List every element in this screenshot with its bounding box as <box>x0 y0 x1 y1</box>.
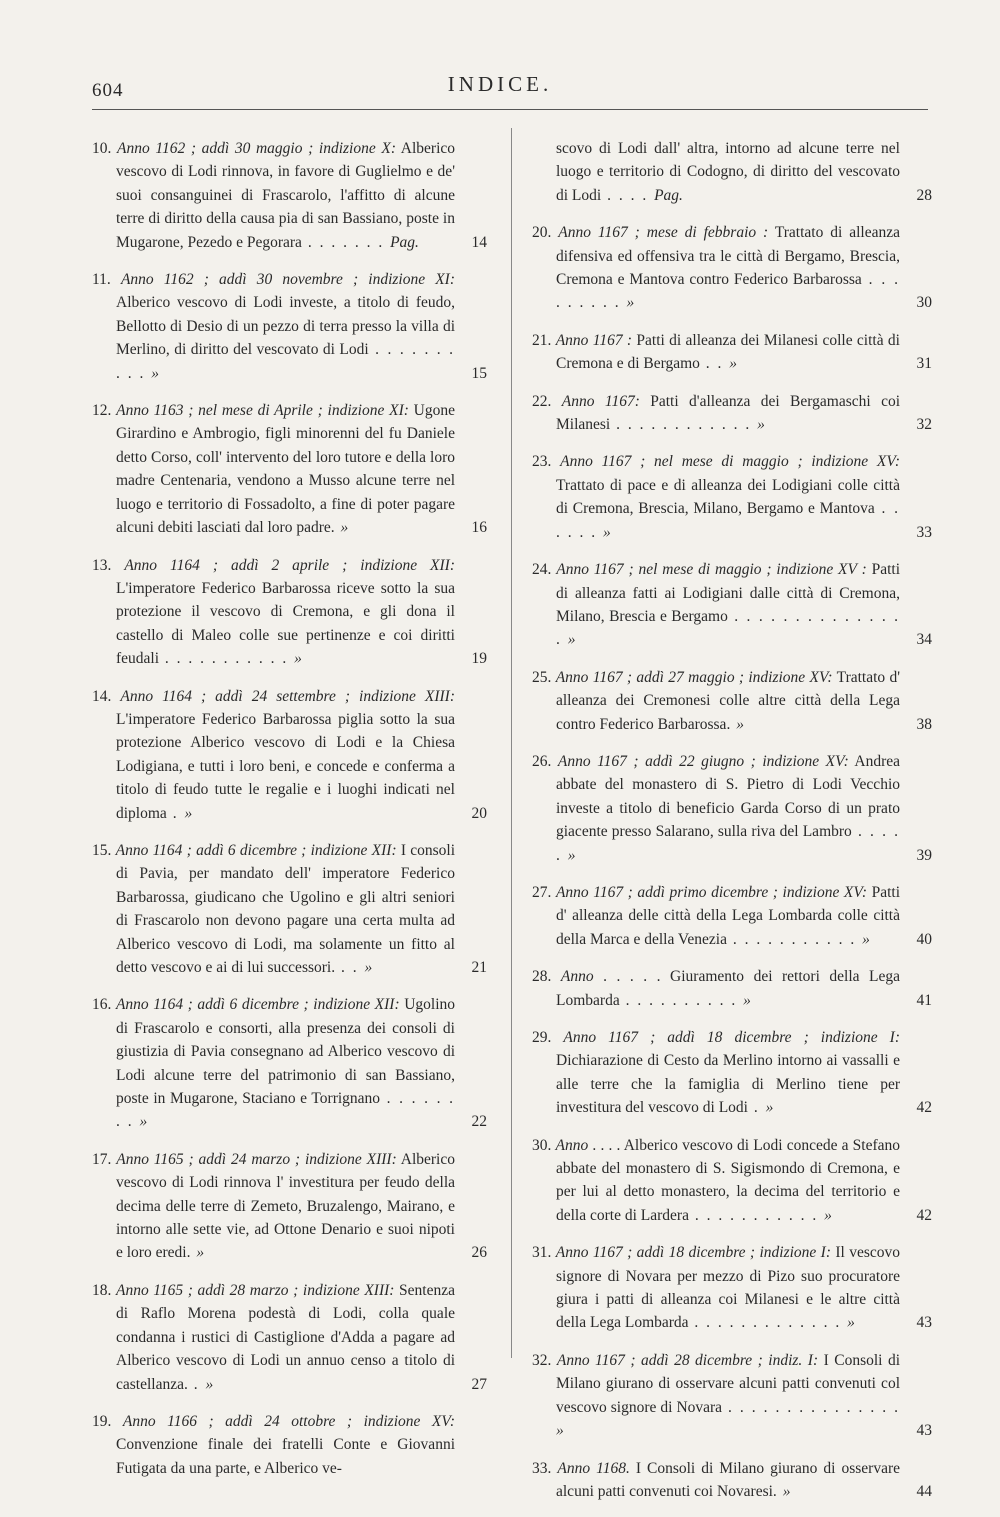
entry-number: 16. <box>92 996 112 1014</box>
entry-description: . . . . . Giuramento dei rettori della Lega Lombarda <box>556 968 900 1009</box>
entry-description: Patti d'alleanza dei Bergamaschi coi Milanesi <box>556 392 901 434</box>
index-entry <box>532 137 932 207</box>
entry-page-ref: » <box>205 1375 214 1393</box>
index-entry <box>532 666 932 736</box>
entry-page-ref: Pag. <box>654 186 683 204</box>
entry-heading: Anno 1167 ; addì 18 dicembre ; indizione I: <box>555 1244 831 1262</box>
entry-description: L'imperatore Federico Barbarossa riceve sotto la sua protezione il vescovo di Cremona, e gli dona il castello di Maleo colle sue pertinenze e coi diritti feudali <box>116 579 455 668</box>
entry-description: Dichiarazione di Cesto da Merlino intorno ai vassalli e alle terre che la famiglia di Merlino tiene per investitura del vescovo di Lodi <box>556 1052 900 1117</box>
entry-description: Alberico vescovo di Lodi rinnova, in favore di Guglielmo e de' suoi consanguinei di Frascarolo, l'affitto di alcune terre di diritto della causa pia di san Bassiano, poste in Mugarone, Pezedo e Pegorara <box>116 140 456 251</box>
entry-description: I Consoli di Milano giurano di osservare alcuni patti convenuti col vescovo signore di Novara <box>556 1351 901 1416</box>
entry-heading: Anno 1163 ; nel mese di Aprile ; indizione XI: <box>116 402 409 420</box>
entry-leader-dots: . . . . . . . . <box>116 1090 455 1131</box>
entry-heading: Anno 1164 ; addì 24 settembre ; indizione XIII: <box>120 687 456 705</box>
entry-page-number: 32 <box>916 416 932 434</box>
header-rule <box>92 109 928 110</box>
entry-leader-dots: . <box>748 1099 766 1117</box>
entry-heading: Anno 1167 ; nel mese di maggio ; indizione XV: <box>560 453 900 471</box>
entry-number: 26. <box>532 752 552 770</box>
entry-leader-dots: . . . . <box>601 186 655 204</box>
index-entry <box>92 839 487 979</box>
entry-leader-dots: . . . . . . . . . . . . . . . <box>722 1398 901 1416</box>
entry-leader-dots: . <box>187 1375 206 1393</box>
index-entry <box>532 750 932 867</box>
entry-leader-dots: . . . . . <box>556 823 901 864</box>
entry-description: Ugolino di Frascarolo e consorti, alla presenza dei consoli di giustizia di Pavia consegnano ad Alberico vescovo di Lodi alcune terre del patrimonio di san Bassiano, poste in Mugarone, Staciano e Torrignano <box>116 996 456 1108</box>
entry-leader-dots: . . . . . . . . . . . <box>726 930 863 948</box>
index-entry <box>532 881 932 951</box>
index-entry <box>92 685 487 825</box>
entry-number: 23. <box>532 453 552 471</box>
entry-page-number: 41 <box>916 991 932 1009</box>
entry-heading: Anno <box>560 968 594 986</box>
entry-page-ref: » <box>196 1244 205 1262</box>
entry-page-ref: » <box>765 1099 774 1117</box>
entry-description: I consoli di Pavia, per mandato dell' imperatore Federico Barbarossa, giudicano che Ugolino e gli altri seniori di Frascarolo non devono pagare una certa multa ad Alberico vescovo di Lodi, ma solamente un fitto al detto vescovo e ai di lui successori. <box>116 841 456 976</box>
entry-description: Trattato d' alleanza dei Cremonesi colle altre città della Lega contro Federico Barbarossa. <box>556 668 901 733</box>
entry-page-number: 43 <box>916 1422 932 1440</box>
entry-page-number: 33 <box>916 523 932 541</box>
column-divider <box>511 128 512 1358</box>
entry-page-ref: » <box>603 523 611 541</box>
index-entry <box>92 137 487 254</box>
entry-leader-dots: . . . . . . <box>556 500 900 541</box>
entry-heading: Anno 1164 ; addì 6 dicembre ; indizione XII: <box>115 841 397 859</box>
index-entry <box>92 399 487 539</box>
entry-page-number: 38 <box>916 715 932 733</box>
entry-page-number: 40 <box>916 930 932 948</box>
index-entry <box>532 1026 932 1120</box>
entry-page-number: 16 <box>471 519 487 537</box>
entry-page-ref: » <box>567 846 576 864</box>
entry-leader-dots: . . . . . . . <box>301 233 391 251</box>
entry-leader-dots: . . . . . . . . . <box>556 271 901 312</box>
entry-page-ref: » <box>824 1206 832 1224</box>
entry-page-number: 15 <box>471 364 487 382</box>
entry-page-ref: » <box>782 1482 791 1500</box>
entry-number: 33. <box>532 1459 552 1477</box>
entry-heading: Anno 1167 ; addì 18 dicembre ; indizione I: <box>563 1029 900 1046</box>
entry-heading: Anno 1165 ; addì 24 marzo ; indizione XIII: <box>116 1150 397 1168</box>
entry-page-ref: Pag. <box>390 233 419 251</box>
entry-heading: Anno 1164 ; addì 2 aprile ; indizione XII: <box>124 556 456 574</box>
entry-page-number: 19 <box>471 650 487 668</box>
entry-page-ref: » <box>743 991 751 1009</box>
index-entry <box>92 268 487 385</box>
entry-page-ref: » <box>626 294 635 312</box>
entry-leader-dots: . . . . . . . . . . <box>619 991 744 1009</box>
entry-number: 20. <box>532 224 552 242</box>
entry-number: 32. <box>532 1351 552 1369</box>
entry-number: 12. <box>92 402 112 420</box>
entry-description: Patti di alleanza dei Milanesi colle città di Cremona e di Bergamo <box>556 331 900 373</box>
entry-leader-dots: . . . . . . . . . . . . . . . <box>556 607 901 649</box>
entry-number: 22. <box>532 392 552 410</box>
entry-number: 29. <box>532 1029 552 1046</box>
entry-page-ref: » <box>151 364 159 382</box>
entry-number: 17. <box>92 1150 112 1168</box>
entry-description: Patti di alleanza fatti ai Lodigiani dalle città di Cremona, Milano, Brescia e Bergamo <box>556 561 901 625</box>
entry-description: Patti d' alleanza delle città della Lega Lombarda colle città della Marca e della Venezia <box>556 883 901 948</box>
entry-number: 14. <box>92 687 112 705</box>
entry-description: Il vescovo signore di Novara per mezzo di Pizo suo procuratore giura i patti di alleanza coi Milanesi e le altre città della Lega Lombarda <box>556 1244 901 1332</box>
right-column <box>532 137 932 1517</box>
index-entry <box>532 558 932 652</box>
entry-page-number: 20 <box>471 804 487 822</box>
index-entry <box>532 1349 932 1443</box>
entry-description: L'imperatore Federico Barbarossa piglia sotto la sua protezione Alberico vescovo di Lodi e la Chiesa Lodigiana, e tutti i loro beni, e concede e conferma a titolo di feudo tutte le regalie e i luoghi indicati nel diploma <box>116 710 455 822</box>
index-entry <box>92 1148 487 1265</box>
index-entry <box>532 450 932 544</box>
entry-page-number: 44 <box>916 1482 932 1500</box>
left-column <box>92 137 487 1494</box>
entry-heading: Anno 1162 ; addì 30 maggio ; indizione X: <box>117 140 396 157</box>
entry-page-number: 34 <box>916 631 932 649</box>
entry-heading: Anno 1167 ; nel mese di maggio ; indizione XV : <box>556 561 867 579</box>
entry-description: Convenzione finale dei fratelli Conte e Giovanni Futigata da una parte, e Alberico ve- <box>116 1436 455 1477</box>
entry-heading: Anno 1167 ; mese di febbraio : <box>558 224 769 242</box>
entry-leader-dots: . . . . . . . . . . . . . <box>688 1314 848 1332</box>
index-entry <box>532 221 932 315</box>
entry-leader-dots: . <box>166 804 185 822</box>
entry-page-ref: » <box>736 715 744 733</box>
entry-page-ref: » <box>139 1113 148 1131</box>
entry-page-number: 42 <box>916 1206 932 1224</box>
entry-number: 25. <box>532 668 552 686</box>
entry-number: 30. <box>532 1136 552 1154</box>
entry-number: 19. <box>92 1412 112 1430</box>
entry-heading: Anno 1164 ; addì 6 dicembre ; indizione XII: <box>115 996 400 1014</box>
entry-leader-dots: . . . . . . . . . . <box>116 341 456 382</box>
entry-heading: Anno 1167 : <box>555 331 633 349</box>
index-entry <box>92 554 487 671</box>
entry-heading: Anno 1166 ; addì 24 ottobre ; indizione XV: <box>122 1412 456 1430</box>
entry-description: scovo di Lodi dall' altra, intorno ad alcune terre nel luogo e territorio di Codogno, di diritto del vescovato di Lodi <box>556 140 900 204</box>
entry-page-ref: » <box>862 930 870 948</box>
entry-leader-dots: . . <box>335 959 365 976</box>
entry-page-ref: » <box>556 1422 564 1440</box>
entry-number: 28. <box>532 968 552 986</box>
entry-description: I Consoli di Milano giurano di osservare alcuni patti convenuti coi Novaresi. <box>556 1459 901 1500</box>
entry-description: Alberico vescovo di Lodi investe, a titolo di feudo, Bellotto di Desio di un pezzo di terra presso la villa di Merlino, di diritto del vescovato di Lodi <box>116 294 455 359</box>
index-entry <box>532 329 932 376</box>
entry-page-ref: » <box>340 519 349 537</box>
entry-page-ref: » <box>729 355 738 373</box>
page-number: 604 <box>92 80 124 101</box>
entry-heading: Anno 1167 ; addì primo dicembre ; indizione XV: <box>555 883 868 901</box>
entry-heading: Anno 1165 ; addì 28 marzo ; indizione XIII: <box>115 1281 395 1299</box>
index-entry <box>92 993 487 1133</box>
entry-heading: Anno 1167 ; addì 27 maggio ; indizione XV: <box>555 668 833 686</box>
entry-page-ref: » <box>294 650 302 668</box>
entry-heading: Anno <box>555 1136 589 1154</box>
entry-number: 27. <box>532 883 552 901</box>
entry-number: 31. <box>532 1244 552 1262</box>
entry-page-ref: » <box>847 1314 855 1332</box>
entry-page-number: 43 <box>916 1314 932 1332</box>
index-entry <box>532 1241 932 1335</box>
entry-number: 24. <box>532 561 552 579</box>
index-entry <box>92 1279 487 1396</box>
entry-page-ref: » <box>184 804 193 822</box>
index-entry <box>532 1457 932 1504</box>
entry-leader-dots: . . . . . . . . . . . . <box>610 416 758 434</box>
entry-page-number: 14 <box>471 233 487 251</box>
entry-description: Trattato di alleanza difensiva ed offensiva tra le città di Bergamo, Brescia, Cremona e Mantova contro Federico Barbarossa <box>556 224 900 289</box>
entry-description: Alberico vescovo di Lodi rinnova l' investitura per feudo della decima delle terre di Zemeto, Bruzalengo, Mairano, e intorno alle sette vie, ad Ottone Denario e suoi nipoti e loro eredi. <box>116 1150 455 1262</box>
entry-page-number: 42 <box>916 1099 932 1117</box>
entry-heading: Anno 1167 ; addì 22 giugno ; indizione XV: <box>557 752 849 770</box>
entry-description: Andrea abbate del monastero di S. Pietro di Lodi Vecchio investe a titolo di beneficio Garda Corso di un prato giacente presso Salarano, sulla riva del Lambro <box>556 752 901 841</box>
entry-page-number: 21 <box>471 959 487 976</box>
entry-leader-dots: . . . . . . . . . . . <box>159 650 295 668</box>
entry-page-ref: » <box>364 959 373 976</box>
entry-page-ref: » <box>567 631 576 649</box>
entry-page-number: 28 <box>916 186 932 204</box>
entry-page-number: 31 <box>916 355 932 373</box>
entry-number: 10. <box>92 140 112 157</box>
index-entry <box>92 1410 487 1480</box>
entry-page-ref: » <box>757 416 765 434</box>
entry-number: 18. <box>92 1281 112 1299</box>
entry-number: 11. <box>92 271 111 289</box>
entry-number: 15. <box>92 841 112 859</box>
entry-description: Trattato di pace e di alleanza dei Lodigiani colle città di Cremona, Brescia, Milano, Bergamo e Mantova <box>556 476 900 518</box>
entry-number: 21. <box>532 331 552 349</box>
index-entry <box>532 390 932 437</box>
entry-page-number: 39 <box>916 846 932 864</box>
entry-page-number: 26 <box>471 1244 487 1262</box>
entry-description: . . . . Alberico vescovo di Lodi concede a Stefano abbate del monastero di S. Sigismondo di Cremona, e per lui al detto monastero, la decima del territorio e della corte di Lardera <box>556 1136 901 1224</box>
index-entry <box>532 1134 932 1228</box>
entry-page-number: 22 <box>471 1113 487 1131</box>
entry-heading: Anno 1167 ; addì 28 dicembre ; indiz. I: <box>556 1351 819 1369</box>
entry-heading: Anno 1167: <box>561 392 640 410</box>
entry-leader-dots: . . . . . . . . . . . <box>688 1206 825 1224</box>
entry-number: 13. <box>92 556 112 574</box>
entry-page-number: 27 <box>471 1375 487 1393</box>
entry-page-number: 30 <box>916 294 932 312</box>
page-title: INDICE. <box>447 72 553 96</box>
entry-description: Sentenza di Raflo Morena podestà di Lodi, colla quale condanna i rustici di Castiglione d'Adda a pagare ad Alberico vescovo di Lodi un annuo censo a titolo di castellanza. <box>116 1281 455 1393</box>
entry-leader-dots: . . <box>699 355 730 373</box>
entry-heading: Anno 1162 ; addì 30 novembre ; indizione XI: <box>120 271 456 289</box>
entry-heading: Anno 1168. <box>557 1459 630 1477</box>
entry-description: Ugone Girardino e Ambrogio, figli minorenni del fu Daniele detto Corso, coll' intervento del loro tutore e della loro madre Centenaria, vendono a Musso alcune terre nel luogo e territorio di Fossadolto, a fine di poter pagare alcuni debiti lasciati dal loro padre. <box>116 402 456 537</box>
index-entry <box>532 965 932 1012</box>
